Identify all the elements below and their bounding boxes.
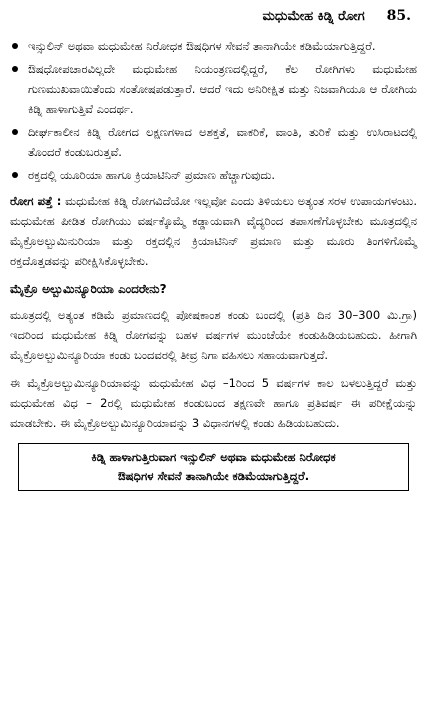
list-item-text: ಇನ್ಸುಲಿನ್ ಅಥವಾ ಮಧುಮೇಹ ನಿರೋಧಕ ಔಷಧಿಗಳ ಸೇವನೆ ತಾನಾಗಿಯೇ ಕಡಿಮೆಯಾಗುತ್ತಿದ್ದರೆ. <box>28 39 376 53</box>
bullet-icon <box>12 172 18 178</box>
list-item-text: ರಕ್ತದಲ್ಲಿ ಯೂರಿಯಾ ಹಾಗೂ ಕ್ರಿಯಾಟಿನಿನ್ ಪ್ರಮಾಣ ಹೆಚ್ಚಾಗುವುದು. <box>28 168 276 182</box>
list-item <box>10 59 417 119</box>
running-header <box>10 8 417 36</box>
book-page <box>10 8 417 491</box>
diagnosis-label: ರೋಗ ಪತ್ತೆ : <box>10 194 62 208</box>
callout-line: ಕಿಡ್ನಿ ಹಾಳಾಗುತ್ತಿರುವಾಗ ಇನ್ಸುಲಿನ್ ಅಥವಾ ಮಧುಮೇಹ ನಿರೋಧಕ <box>91 450 336 464</box>
diagnosis-text: ಮಧುಮೇಹ ಕಿಡ್ನಿ ರೋಗವಿದೆಯೋ ಇಲ್ಲವೋ ಎಂದು ತಿಳಿಯಲು ಅತ್ಯಂತ ಸರಳ ಉಪಾಯಗಳಂಟು. ಮಧುಮೇಹ ಪೀಡಿತ ರೋಗಿಯು ವರ್ಷಕ್ಕೊಮ್ಮೆ ಕಡ್ಡಾಯವಾಗಿ ವೈದ್ಯರಿಂದ ತಪಾಸಣೆಗೊಳ್ಳಬೇಕು ಮೂತ್ರದಲ್ಲಿನ ಮೈಕ್ರೊಅಲ್ಬುಮಿನುರಿಯಾ ಮತ್ತು ರಕ್ತದಲ್ಲಿನ ಕ್ರಿಯಾಟಿನಿನ್ ಪ್ರಮಾಣ ಮತ್ತು ಮೂರು ತಿಂಗಳಿಗೊಮ್ಮೆ ರಕ್ತದೊತ್ತಡವನ್ನು ಪರೀಕ್ಷಿಸಿಕೊಳ್ಳಬೇಕು. <box>10 194 417 268</box>
page-number: 85. <box>386 8 411 24</box>
bullet-icon <box>12 129 18 135</box>
bullet-icon <box>12 66 18 72</box>
chapter-title: ಮಧುಮೇಹ ಕಿಡ್ನಿ ರೋಗ <box>262 9 365 24</box>
callout-box <box>18 443 409 491</box>
body-paragraph: ಮೂತ್ರದಲ್ಲಿ ಅತ್ಯಂತ ಕಡಿಮೆ ಪ್ರಮಾಣದಲ್ಲಿ ಪೋಷಕಾಂಶ ಕಂಡು ಬಂದಲ್ಲಿ (ಪ್ರತಿ ದಿನ 30–300 ಮಿ.ಗ್ರಾ) ಇದರಿಂದ ಮಧುಮೇಹ ಕಿಡ್ನಿ ರೋಗವನ್ನು ಬಹಳ ವರ್ಷಗಳ ಮುಂಚೆಯೇ ಕಂಡುಹಿಡಿಯಬಹುದು. ಹೀಗಾಗಿ ಮೈಕ್ರೊಅಲ್ಬುಮಿನ್ಯೂರಿಯಾ ಕಂಡು ಬಂದವರಲ್ಲಿ ತೀವ್ರ ನಿಗಾ ವಹಿಸಲು ಸಹಾಯವಾಗುತ್ತದೆ. <box>10 308 417 362</box>
symptom-list <box>10 36 417 185</box>
list-item <box>10 165 417 185</box>
list-item <box>10 36 417 56</box>
list-item-text: ಔಷಧೋಪಚಾರವಿಲ್ಲದೇ ಮಧುಮೇಹ ನಿಯಂತ್ರಣದಲ್ಲಿದ್ದರೆ, ಕೆಲ ರೋಗಿಗಳು ಮಧುಮೇಹ ಗುಣಮುಖವಾಯಿತೆಂದು ಸಂತೋಷಪಡುತ್ತಾರೆ. ಆದರೆ ಇದು ಅನಿರೀಕ್ಷಿತ ಮತ್ತು ನಿಜವಾಗಿಯೂ ಆ ರೋಗಿಯ ಕಿಡ್ನಿ ಹಾಳಾಗುತ್ತಿವೆ ಎಂದರ್ಥ. <box>28 62 417 116</box>
callout-line: ಔಷಧಿಗಳ ಸೇವನೆ ತಾನಾಗಿಯೇ ಕಡಿಮೆಯಾಗುತ್ತಿದ್ದರೆ. <box>117 469 310 483</box>
diagnosis-paragraph <box>10 191 417 271</box>
list-item-text: ದೀರ್ಘಕಾಲೀನ ಕಿಡ್ನಿ ರೋಗದ ಲಕ್ಷಣಗಳಾದ ಅಶಕ್ತತೆ, ವಾಕರಿಕೆ, ವಾಂತಿ, ತುರಿಕೆ ಮತ್ತು ಉಸಿರಾಟದಲ್ಲಿ ತೊಂದರೆ ಕಂಡುಬರುತ್ತವೆ. <box>28 125 417 159</box>
body-paragraph: ಈ ಮೈಕ್ರೊಅಲ್ಬುಮಿನ್ಯೂರಿಯಾವನ್ನು ಮಧುಮೇಹ ವಿಧ –1ರಿಂದ 5 ವರ್ಷಗಳ ಕಾಲ ಬಳಲುತ್ತಿದ್ದರೆ ಮತ್ತು ಮಧುಮೇಹ ವಿಧ – 2ರಲ್ಲಿ ಮಧುಮೇಹ ಕಂಡುಬಂದ ತಕ್ಷಣವೇ ಹಾಗೂ ಪ್ರತಿವರ್ಷ ಈ ಪರೀಕ್ಷೆಯನ್ನು ಮಾಡಬೇಕು. ಈ ಮೈಕ್ರೊಅಲ್ಬುಮಿನ್ಯೂರಿಯಾವನ್ನು 3 ವಿಧಾನಗಳಲ್ಲಿ ಕಂಡು ಹಿಡಿಯಬಹುದು. <box>10 376 417 430</box>
section-heading: ಮೈಕ್ರೊ ಅಲ್ಬುಮಿನ್ಯೂರಿಯಾ ಎಂದರೇನು? <box>10 282 167 296</box>
bullet-icon <box>12 43 18 49</box>
list-item <box>10 122 417 162</box>
